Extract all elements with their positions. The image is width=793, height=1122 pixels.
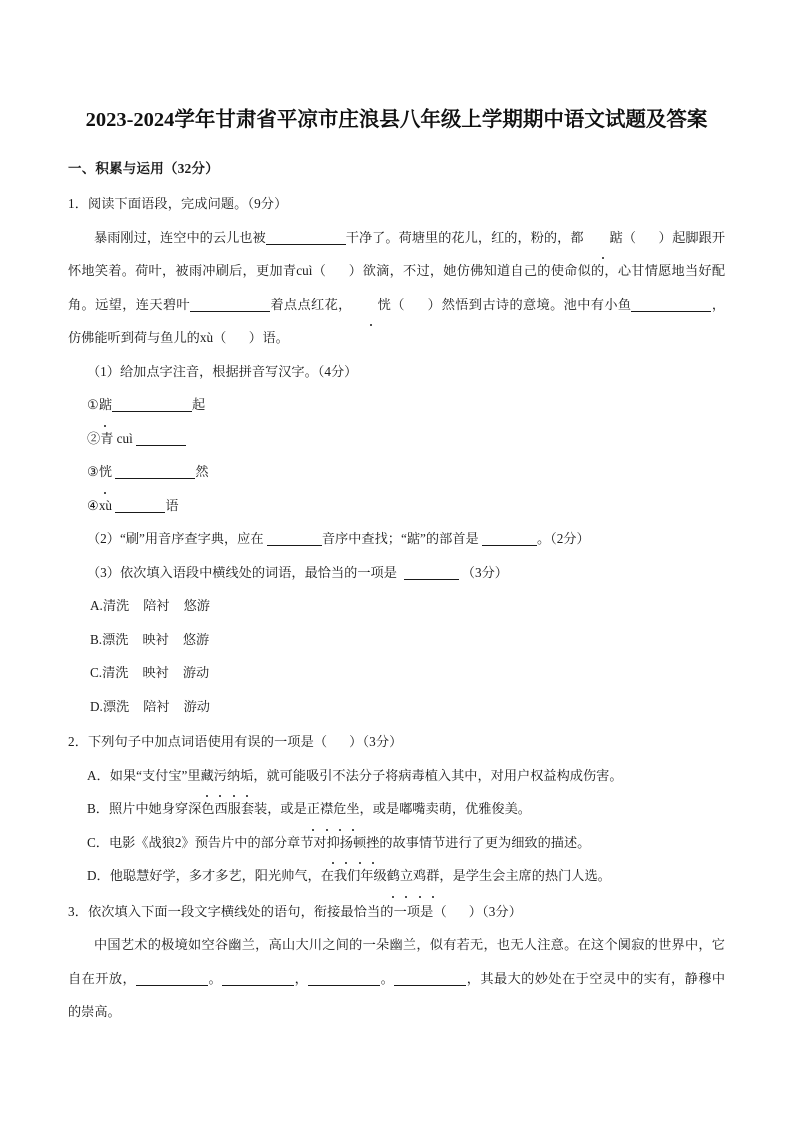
answer-item-1 — [68, 388, 725, 422]
question-1-sub-1-label: （1）给加点字注音，根据拼音写汉字。（4分） — [87, 363, 358, 379]
sub-2-blank-2[interactable] — [482, 531, 537, 546]
answer-blank-1[interactable] — [112, 397, 192, 412]
option-a-q2[interactable] — [68, 759, 725, 793]
sub-3-text-b: （3分） — [461, 564, 508, 580]
option-word-3: 悠游 — [183, 598, 210, 613]
stem-text-b: ）（3分） — [468, 903, 522, 919]
option-pre: 他聪慧好学，多才多艺，阳光帅气，在我们年级 — [109, 868, 387, 883]
option-word-1: 漂洗 — [102, 698, 130, 714]
question-1-stem: 1．阅读下面语段，完成问题。（9分） — [68, 196, 288, 211]
option-post: ，就可能吸引不法分子将病毒植入其中，对用户权益构成伤害。 — [253, 767, 623, 783]
q3-blank-2[interactable] — [222, 971, 294, 986]
option-word-1: 漂洗 — [102, 631, 129, 647]
option-word-2: 陪衬 — [143, 698, 170, 714]
passage-blank-1[interactable] — [266, 230, 346, 245]
hanzi-slot-2[interactable]: （ ） — [213, 330, 263, 345]
separator-2: ， — [294, 970, 309, 986]
question-3-stem — [68, 895, 725, 929]
passage-text-a: 中国艺术的极境如空谷幽兰，高山大川之间的一朵幽兰，似有若无，也无人注意。在这个阒寂的世界中，它自在开放， — [68, 937, 725, 986]
option-c-q1[interactable] — [68, 656, 725, 690]
q3-blank-4[interactable] — [394, 971, 466, 986]
sub-2-text-b: 音序中查找；“踮”的部首是 — [321, 531, 479, 546]
option-pre: 照片中她身穿深色西服套装，或是 — [108, 801, 307, 816]
section-heading-1: 一、积累与运用（32分） — [68, 161, 219, 176]
item-number: ① — [87, 397, 99, 412]
dotted-phrase: 抑扬顿挫 — [327, 835, 380, 850]
passage-text-a: 暴雨刚过，连空中的云儿也被 — [94, 229, 266, 245]
answer-item-2 — [68, 422, 725, 456]
stem-text-b: ）（3分） — [349, 734, 403, 749]
item-number: ② — [87, 430, 101, 446]
option-post: ，是学生会主席的热门人选。 — [439, 868, 611, 883]
option-post: ，或是嘟嘴卖萌，优雅俊美。 — [359, 801, 531, 816]
question-1-passage — [68, 221, 725, 355]
item-pinyin: xù — [98, 497, 113, 513]
passage-text-c: 起脚跟开怀地笑着。荷叶，被雨冲刷后，更加青 — [68, 229, 726, 278]
item-number: ③ — [87, 464, 99, 479]
question-1-sub-2 — [68, 522, 725, 556]
option-word-3: 悠游 — [182, 631, 210, 647]
answer-blank-2[interactable] — [136, 431, 186, 446]
passage-pinyin-cui: cuì — [296, 263, 313, 278]
item-suffix: 起 — [192, 397, 206, 412]
item-number: ④ — [87, 497, 99, 513]
passage-text-d: 欲滴，不过，她仿佛知道自己的使命似的，心甘情愿地当好配角。远望，连天碧叶 — [68, 263, 726, 312]
answer-item-3 — [68, 455, 725, 489]
option-letter: D． — [87, 868, 110, 883]
separator-1: 。 — [208, 970, 223, 986]
passage-blank-2[interactable] — [190, 297, 270, 312]
option-word-1: 清洗 — [102, 598, 130, 613]
option-pre: 如果“支付宝”里 — [109, 767, 201, 783]
sub-3-blank[interactable] — [404, 565, 459, 580]
passage-text-f: 然悟到古诗的意境。池中有小鱼 — [441, 296, 632, 312]
option-post: 的故事情节进行了更为细致的描述。 — [379, 834, 591, 850]
q3-blank-3[interactable] — [308, 971, 380, 986]
question-1-sub-3 — [68, 556, 725, 590]
option-a-q1[interactable] — [68, 589, 725, 623]
passage-pinyin-xu: xù — [199, 330, 214, 345]
option-word-1: 清洗 — [102, 665, 129, 680]
stem-text-a: 2．下列句子中加点词语使用有误的一项是（ — [68, 734, 328, 749]
option-d-q1[interactable] — [68, 690, 725, 724]
option-word-3: 游动 — [183, 698, 210, 714]
dotted-phrase: 藏污纳垢 — [201, 768, 254, 783]
item-pinyin: cuì — [116, 430, 133, 446]
sub-2-text-c: 。（2分） — [536, 531, 590, 546]
option-letter: B． — [87, 801, 109, 816]
option-letter: C. — [90, 665, 103, 680]
passage-text-g: ，仿佛能听到荷与鱼儿的 — [68, 296, 726, 345]
question-3-passage — [68, 928, 725, 1029]
option-d-q2[interactable] — [68, 859, 725, 893]
pinyin-slot-1[interactable]: （ ） — [622, 229, 673, 245]
answer-slot-q3[interactable] — [447, 904, 469, 919]
option-letter: A. — [90, 598, 103, 613]
passage-blank-3[interactable] — [631, 297, 711, 312]
item-suffix: 然 — [195, 464, 209, 479]
page-title: 2023-2024学年甘肃省平凉市庄浪县八年级上学期期中语文试题及答案 — [85, 109, 708, 131]
separator-3: 。 — [380, 970, 395, 986]
dotted-phrase: 鹤立鸡群 — [387, 868, 440, 883]
option-word-3: 游动 — [182, 665, 210, 680]
dotted-char: 恍 — [99, 464, 112, 479]
option-letter: C． — [87, 834, 109, 850]
option-pre: 电影《战狼2》预告片中的部分章节对 — [108, 834, 327, 850]
passage-text-h: 语。 — [262, 330, 289, 345]
dotted-phrase: 正襟危坐 — [307, 801, 360, 816]
option-word-2: 映衬 — [142, 631, 169, 647]
item-suffix: 语 — [165, 497, 179, 513]
sub-2-blank-1[interactable] — [267, 531, 322, 546]
passage-text-e: 着点点红花， — [269, 296, 352, 312]
dotted-char: 踮 — [99, 397, 112, 412]
dotted-char-huang: 恍 — [352, 297, 391, 312]
question-2-stem — [68, 725, 725, 759]
sub-3-text-a: （3）依次填入语段中横线处的词语，最恰当的一项是 — [87, 564, 397, 580]
option-word-2: 陪衬 — [143, 598, 170, 613]
answer-slot-q2[interactable] — [327, 734, 349, 749]
option-b-q1[interactable] — [68, 623, 725, 657]
answer-blank-4[interactable] — [115, 498, 165, 513]
dotted-char-dian: 踮 — [584, 230, 623, 245]
option-letter: D. — [90, 698, 103, 714]
answer-blank-3[interactable] — [115, 464, 195, 479]
stem-text-a: 3．依次填入下面一段文字横线处的语句，衔接最恰当的一项是（ — [68, 903, 447, 919]
answer-item-4 — [68, 489, 725, 523]
sub-2-text-a: （2）“刷”用音序查字典，应在 — [87, 531, 264, 546]
q3-blank-1[interactable] — [136, 971, 208, 986]
item-prefix: 青 — [100, 430, 114, 446]
option-letter: A． — [87, 767, 110, 783]
hanzi-slot-1[interactable]: （ ） — [312, 263, 363, 278]
option-word-2: 映衬 — [142, 665, 169, 680]
passage-text-b: 干净了。荷塘里的花儿，红的，粉的，都 — [345, 229, 584, 245]
pinyin-slot-2[interactable]: （ ） — [390, 296, 442, 312]
passage-text-b: ，其最大的妙处在于空灵中的实有，静穆中的崇高。 — [68, 970, 726, 1019]
option-b-q2[interactable] — [68, 792, 725, 826]
option-c-q2[interactable] — [68, 826, 725, 860]
option-letter: B. — [90, 631, 103, 647]
